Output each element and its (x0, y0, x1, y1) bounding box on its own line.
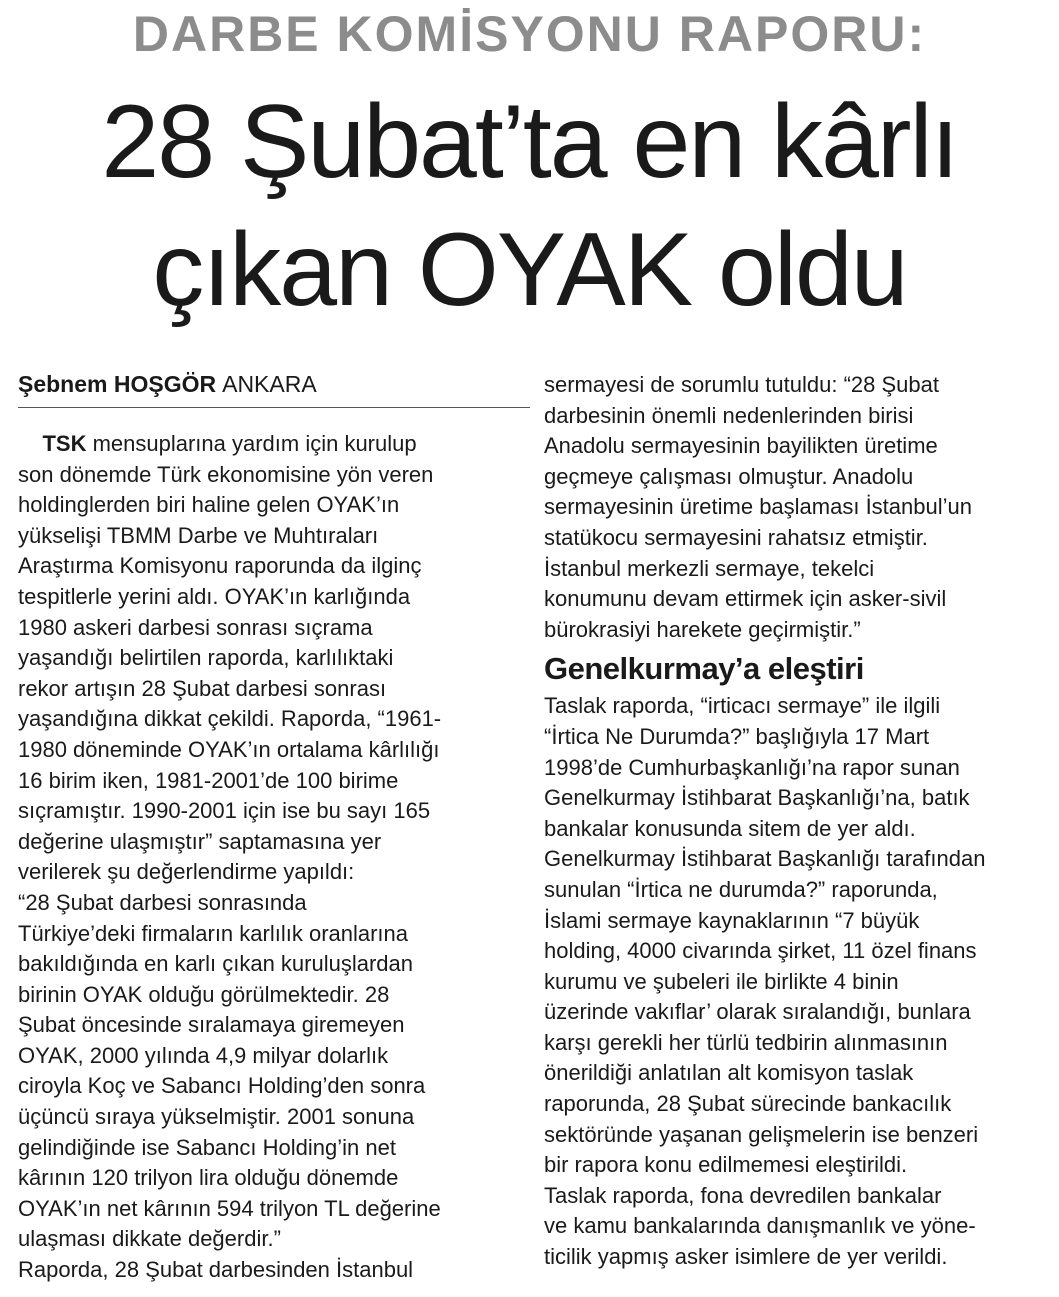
body-line: gelindiğinde ise Sabancı Holding’in net (18, 1134, 396, 1160)
byline-divider (18, 407, 530, 408)
body-line: İslami sermaye kaynaklarının “7 büyük (544, 907, 920, 933)
body-line: raporunda, 28 Şubat sürecinde bankacılık (544, 1091, 952, 1117)
body-line: OYAK’ın net kârının 594 trilyon TL değerine (18, 1195, 441, 1221)
body-line: Anadolu sermayesinin bayilikten üretime (544, 433, 938, 459)
article-headline (0, 78, 1059, 334)
body-line: holdinglerden biri haline gelen OYAK’ın (18, 492, 400, 518)
body-line-text: mensuplarına yardım için kurulup (86, 431, 417, 456)
body-line: Genelkurmay İstihbarat Başkanlığı’na, batık (544, 785, 970, 811)
body-line: darbesinin önemli nedenlerinden birisi (544, 402, 914, 428)
body-line: rekor artışın 28 Şubat darbesi sonrası (18, 675, 387, 701)
body-line: sıçramıştır. 1990-2001 için ise bu sayı 165 (18, 798, 431, 824)
body-line: üçüncü sıraya yükselmiştir. 2001 sonuna (18, 1104, 415, 1130)
body-line: yaşandığı belirtilen raporda, karlılıktaki (18, 645, 394, 671)
body-line: OYAK, 2000 yılında 4,9 milyar dolarlık (18, 1042, 389, 1068)
byline (18, 368, 530, 400)
body-line: Şubat öncesinde sıralamaya giremeyen (18, 1012, 405, 1038)
body-line: ciroyla Koç ve Sabancı Holding’den sonra (18, 1073, 426, 1099)
body-line: 1980 döneminde OYAK’ın ortalama kârlılığı (18, 736, 440, 762)
body-line: bir rapora konu edilmemesi eleştirildi. (544, 1152, 908, 1178)
body-line: Taslak raporda, fona devredilen bankalar (544, 1182, 942, 1208)
body-line: Genelkurmay İstihbarat Başkanlığı tarafından (544, 846, 986, 872)
body-line: Taslak raporda, “irticacı sermaye” ile ilgili (544, 693, 941, 719)
body-line: birinin OYAK olduğu görülmektedir. 28 (18, 981, 390, 1007)
body-line: 16 birim iken, 1981-2001’de 100 birime (18, 767, 399, 793)
body-line (18, 429, 530, 460)
body-line: yükselişi TBMM Darbe ve Muhtıraları (18, 522, 379, 548)
body-line: “28 Şubat darbesi sonrasında (18, 889, 307, 915)
body-line: tespitlerle yerini aldı. OYAK’ın karlığında (18, 583, 411, 609)
article-kicker: DARBE KOMİSYONU RAPORU: (132, 6, 927, 62)
body-line: verilerek şu değerlendirme yapıldı: (18, 859, 355, 885)
body-line: 1998’de Cumhurbaşkanlığı’na rapor sunan (544, 754, 960, 780)
body-line: bakıldığında en karlı çıkan kuruluşlardan (18, 951, 414, 977)
byline-author: Şebnem HOŞGÖR (18, 371, 217, 397)
body-line: Araştırma Komisyonu raporunda da ilginç (18, 553, 422, 579)
body-line: sektöründe yaşanan gelişmelerin ise benzeri (544, 1121, 979, 1147)
body-line: sermayesinin üretime başlaması İstanbul’un (544, 494, 972, 520)
body-line: kârının 120 trilyon lira olduğu dönemde (18, 1165, 399, 1191)
body-line: İstanbul merkezli sermaye, tekelci (544, 555, 875, 581)
lead-word: TSK (42, 431, 87, 456)
body-line: sermayesi de sorumlu tutuldu: “28 Şubat (544, 372, 939, 397)
body-line: bankalar konusunda sitem de yer aldı. (544, 815, 916, 841)
body-line: ticilik yapmış asker isimlere de yer verildi. (544, 1244, 948, 1270)
body-line: statükocu sermayesini rahatsız etmiştir. (544, 524, 928, 550)
headline-line: çıkan OYAK oldu (152, 212, 907, 328)
body-line: üzerinde vakıflar’ olarak sıralandığı, bunlara (544, 999, 971, 1025)
body-line: Türkiye’deki firmaların karlılık oranlarına (18, 920, 409, 946)
body-line: yaşandığına dikkat çekildi. Raporda, “1961- (18, 706, 442, 732)
body-line: holding, 4000 civarında şirket, 11 özel finans (544, 938, 977, 964)
body-line: 1980 askeri darbesi sonrası sıçrama (18, 614, 373, 640)
byline-location: ANKARA (222, 371, 317, 397)
article-column-2 (544, 370, 1044, 1273)
section-subhead: Genelkurmay’a eleştiri (544, 651, 864, 687)
body-line: karşı gerekli her türlü tedbirin alınmasının (544, 1029, 948, 1055)
body-line: bürokrasiyi harekete geçirmiştir.” (544, 616, 861, 642)
body-line: sunulan “İrtica ne durumda?” raporunda, (544, 876, 938, 902)
body-line: önerildiği anlatılan alt komisyon taslak (544, 1060, 914, 1086)
body-line: son dönemde Türk ekonomisine yön veren (18, 461, 434, 487)
body-line: değerine ulaşmıştır” saptamasına yer (18, 828, 382, 854)
body-line: ulaşması dikkate değerdir.” (18, 1226, 281, 1252)
headline-line: 28 Şubat’ta en kârlı (101, 84, 958, 200)
body-line: geçmeye çalışması olmuştur. Anadolu (544, 463, 914, 489)
body-line: konumunu devam ettirmek için asker-sivil (544, 586, 947, 612)
body-line: kurumu ve şubeleri ile birlikte 4 binin (544, 968, 899, 994)
body-line: ve kamu bankalarında danışmanlık ve yöne- (544, 1213, 976, 1239)
body-line: Raporda, 28 Şubat darbesinden İstanbul (18, 1257, 414, 1283)
article-column-1 (18, 429, 530, 1286)
body-line: “İrtica Ne Durumda?” başlığıyla 17 Mart (544, 723, 930, 749)
